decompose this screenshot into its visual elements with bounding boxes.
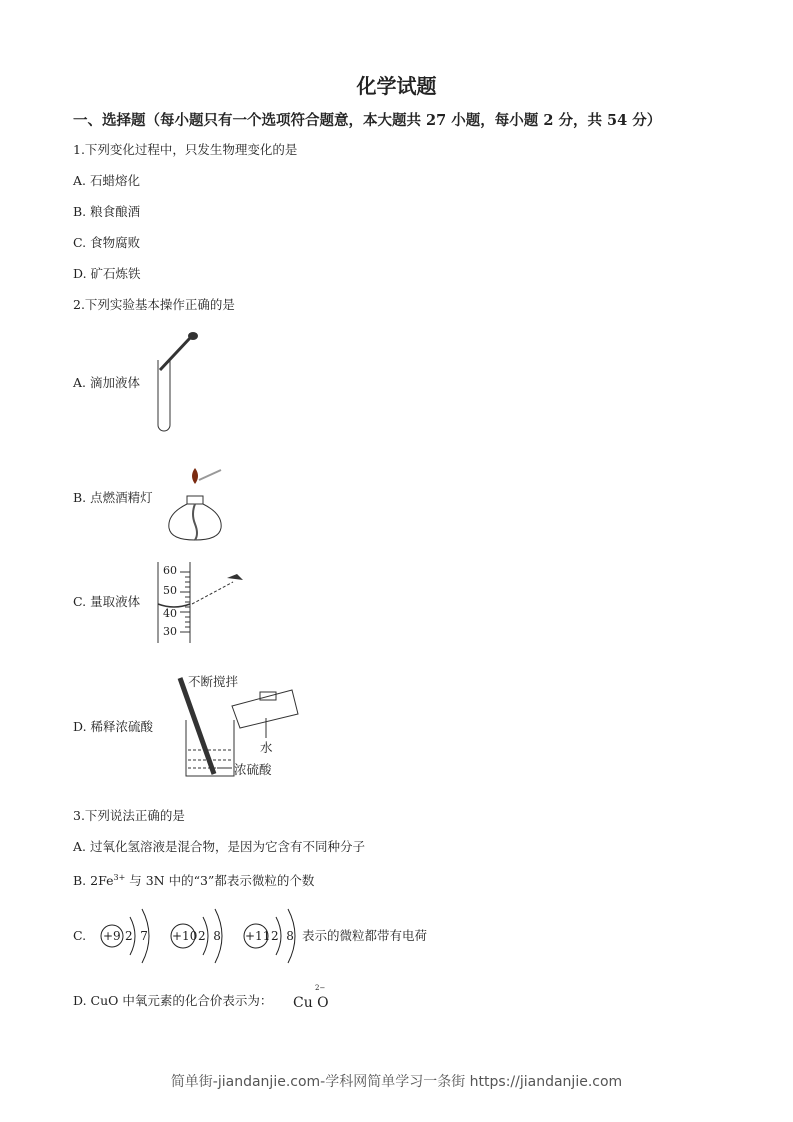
dilution-figure xyxy=(172,670,302,782)
q1-option-d: D. 矿石炼铁 xyxy=(73,266,141,281)
q3-option-c-text: 表示的微粒都带有电荷 xyxy=(302,928,428,943)
q3-option-d: D. CuO 中氧元素的化合价表示为： xyxy=(73,993,273,1008)
q1-option-b: B. 粮食酿酒 xyxy=(73,204,141,219)
tick-60: 60 xyxy=(163,564,177,577)
q2-option-d: D. 稀释浓硫酸 xyxy=(73,719,154,734)
label-stir: 不断搅拌 xyxy=(188,674,239,689)
section-heading: 一、选择题（每小题只有一个选项符合题意，本大题共 27 小题，每小题 2 分，共 54 分） xyxy=(73,112,662,129)
q2-option-c: C. 量取液体 xyxy=(73,594,141,609)
valence: 2− xyxy=(315,984,326,992)
q1-option-c: C. 食物腐败 xyxy=(73,235,141,250)
q2-option-a: A. 滴加液体 xyxy=(73,375,140,390)
footer-watermark: 简单街-jiandanjie.com-学科网简单学习一条街 https://jiandanjie.com xyxy=(170,1074,623,1090)
formula: Cu O xyxy=(293,995,329,1011)
nucleus-11: +11 xyxy=(245,929,271,943)
alcohol-lamp-figure xyxy=(165,466,225,544)
q2-option-b: B. 点燃酒精灯 xyxy=(73,490,153,505)
label-water: 水 xyxy=(260,740,273,755)
tick-40: 40 xyxy=(163,607,177,620)
page-title: 化学试题 xyxy=(356,74,437,98)
q2-stem: 2.下列实验基本操作正确的是 xyxy=(73,297,235,312)
valence-formula xyxy=(293,984,333,1014)
nucleus-10: +10 xyxy=(172,929,198,943)
q1-option-a: A. 石蜡熔化 xyxy=(73,173,140,188)
b-charge: 3+ xyxy=(113,873,126,882)
q3-stem: 3.下列说法正确的是 xyxy=(73,808,185,823)
b-pre: B. 2Fe xyxy=(73,873,114,889)
label-acid: 浓硫酸 xyxy=(234,762,272,777)
tick-50: 50 xyxy=(163,584,177,597)
dropper-figure xyxy=(150,330,210,435)
shells-9: 2 7 xyxy=(125,929,148,943)
shells-10: 2 8 xyxy=(198,929,221,943)
q3-option-b xyxy=(73,870,314,889)
b-post: 与 3N 中的“3”都表示微粒的个数 xyxy=(125,873,315,889)
q1-stem: 1.下列变化过程中，只发生物理变化的是 xyxy=(73,142,298,157)
q3-option-a: A. 过氧化氢溶液是混合物，是因为它含有不同种分子 xyxy=(73,839,365,854)
nucleus-9: +9 xyxy=(103,929,121,943)
q3-option-c-label: C. xyxy=(73,928,87,943)
shells-11: 2 8 xyxy=(271,929,294,943)
tick-30: 30 xyxy=(163,625,177,638)
graduated-cylinder-figure xyxy=(155,560,250,645)
